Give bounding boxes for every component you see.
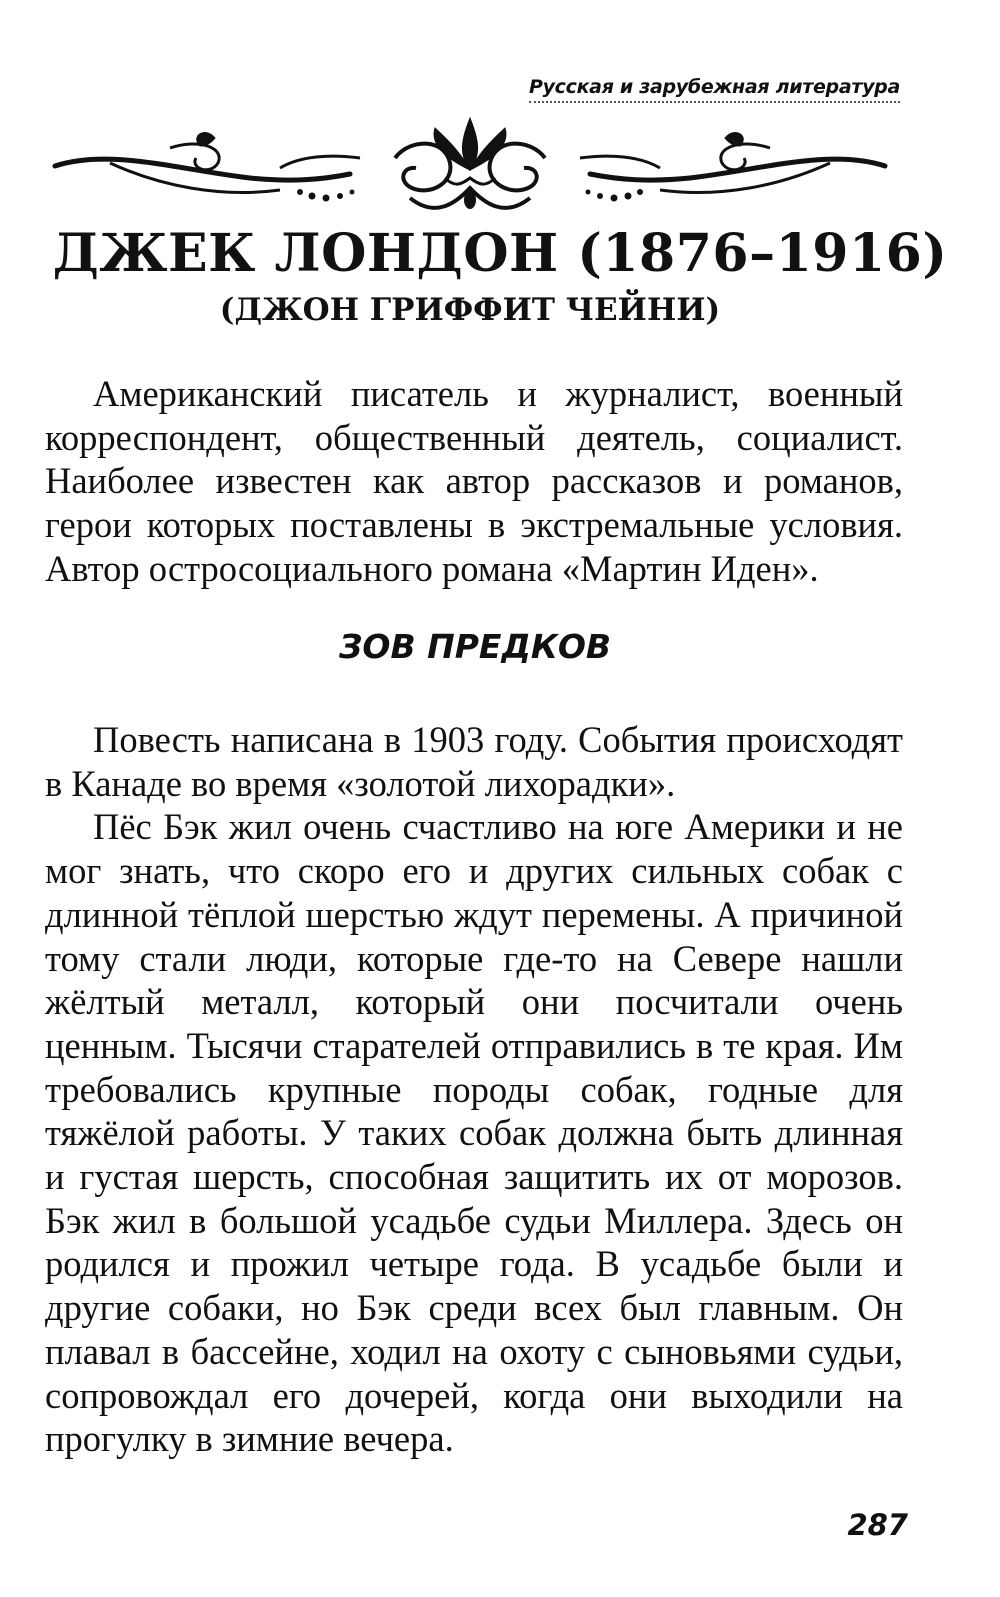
- floral-divider-icon: [50, 108, 890, 228]
- page-number: 287: [847, 1508, 908, 1542]
- work-summary: [45, 718, 903, 1461]
- summary-paragraph: Пёс Бэк жил очень счастливо на юге Америки и не мог знать, что скоро его и других сильных собак с длинной тёплой шерстью ждут перемены. А причиной тому стали люди, которые где-то на Севере нашли жёлтый металл, который они посчитали очень ценным. Тысячи старателей отправились в те края. Им требовались крупные породы собак, годные для тяжёлой работы. У таких собак должна быть длинная и густая шерсть, способная защитить их от морозов. Бэк жил в большой усадьбе судьи Миллера. Здесь он родился и прожил четыре года. В усадьбе были и другие собаки, но Бэк среди всех был главным. Он плавал в бассейне, ходил на охоту с сыновьями судьи, сопровождал его дочерей, когда они выходили на прогулку в зимние вечера.: [45, 806, 903, 1460]
- author-real-name: (ДЖОН ГРИФФИТ ЧЕЙНИ): [219, 292, 721, 328]
- author-title: ДЖЕК ЛОНДОН (1876–1916): [52, 223, 948, 284]
- intro-paragraph: Американский писатель и журналист, военный корреспондент, общественный деятель, социалист. Наиболее известен как автор рассказов и романов, герои которых поставлены в экстремальные условия. Автор остросоциального романа «Мартин Иден».: [45, 373, 903, 589]
- running-head: Русская и зарубежная литература: [529, 76, 900, 103]
- work-heading: ЗОВ ПРЕДКОВ: [338, 627, 612, 666]
- summary-paragraph: Повесть написана в 1903 году. События происходят в Канаде во время «золотой лихорадки».: [45, 719, 903, 804]
- author-intro: [45, 372, 903, 591]
